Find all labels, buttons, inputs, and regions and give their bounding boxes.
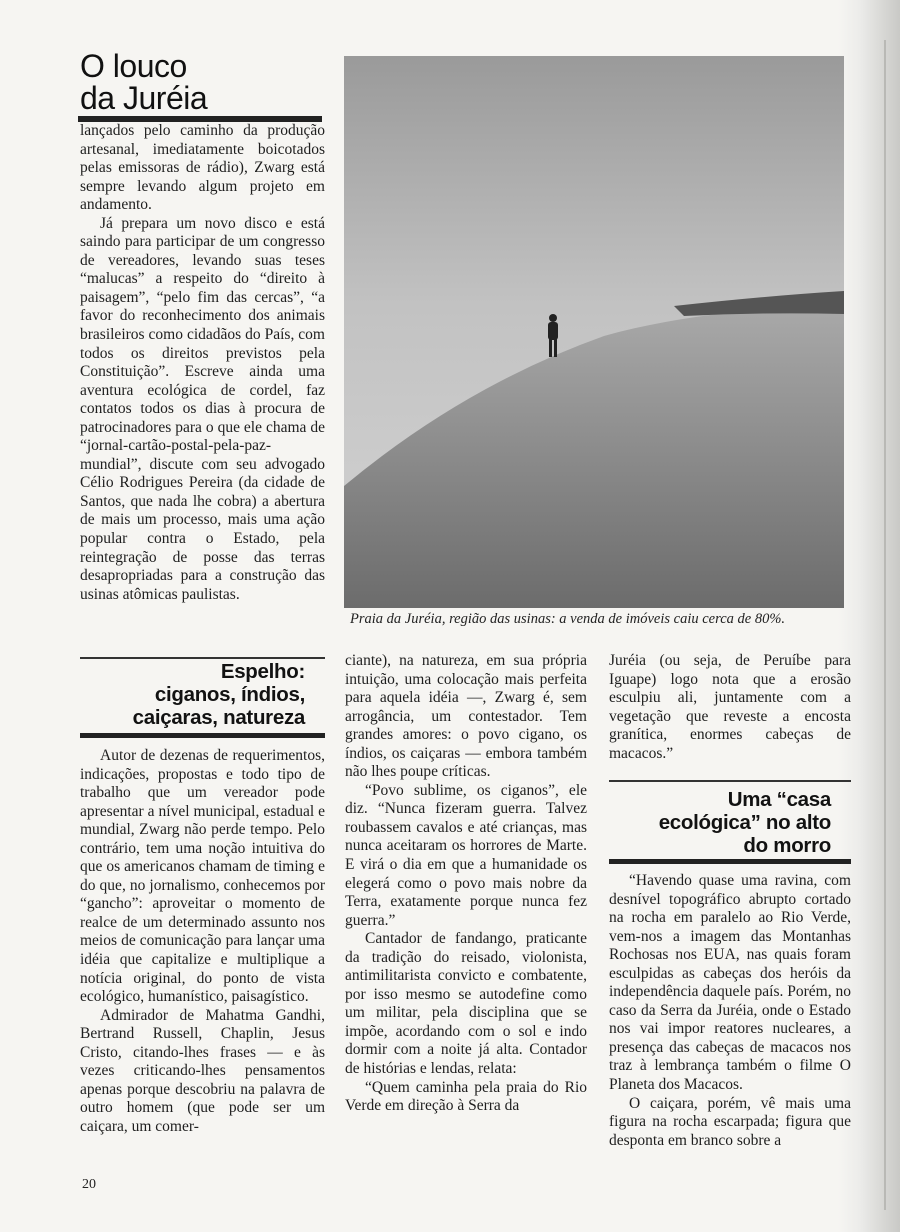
box1-heading-line-2: ciganos, índios, <box>154 683 305 706</box>
box2-heading-line-2: ecológica” no alto <box>658 811 831 834</box>
col3-paragraph-1: Juréia (ou seja, de Peruíbe para Iguape) logo nota que a erosão esculpiu ali, juntamente com a vegetação que reveste a encosta granítica, enormes cabeças de macacos.” <box>609 652 851 762</box>
column-1-upper <box>80 122 325 604</box>
box2-bottom-rule <box>609 859 851 864</box>
col3-lower-paragraph-2: O caiçara, porém, vê mais uma figura na rocha escarpada; figura que desponta em branco sobre a <box>609 1094 851 1149</box>
column-3-upper <box>609 652 851 763</box>
box1-heading <box>80 660 305 729</box>
column-3-lower <box>609 872 851 1150</box>
col2-paragraph-3: Cantador de fandango, praticante da tradição do reisado, violonista, antimilitarista convicto e combatente, por isso mesmo se autodefine como um militar, pela disciplina que se impõe, acordando com o sol e indo dormir com a noite já alta. Contador de histórias e lendas, relata: <box>345 930 587 1078</box>
box1-bottom-rule <box>80 733 325 738</box>
col1-paragraph-2: Já prepara um novo disco e está saindo para participar de um congresso de vereadores, levando suas teses “malucas” a respeito do “direito à paisagem”, “pelo fim das cercas”, “a favor do reconhecimento dos animais brasileiros como cidadãos do País, com todos os direitos previstos pela Constituição”. Escreve ainda uma aventura ecológica de cordel, faz contatos todos os dias à procura de patrocinadores para o que ele chama de “jornal-cartão-postal-pela-paz-mundial”, discute com seu advogado Célio Rodrigues Pereira (da cidade de Santos, que nada lhe cobra) a abertura de mais um processo, mais uma ação popular contra o Estado, pela reintegração de posse das terras desapropriadas para a construção das usinas atômicas paulistas. <box>80 214 325 603</box>
beach-photo-illustration <box>344 56 844 608</box>
page-number: 20 <box>82 1177 96 1192</box>
headline-line-2: da Juréia <box>80 80 208 116</box>
box1-heading-line-1: Espelho: <box>220 660 305 683</box>
column-2 <box>345 652 587 1116</box>
beach-photo <box>344 56 844 608</box>
col1-paragraph-1: lançados pelo caminho da produção artesanal, imediatamente boicotados pelas emissoras de rádio), Zwarg está sempre levando algum projeto em andamento. <box>80 122 325 214</box>
box1-top-rule <box>80 657 325 659</box>
col3-lower-paragraph-1: “Havendo quase uma ravina, com desnível topográfico abrupto cortado na rocha em paralelo ao Rio Verde, vem-nos a imagem das Montanhas Rochosas nos EUA, nas quais foram esculpidas as cabeças dos heróis da independência daquele país. Porém, no caso da Serra da Juréia, onde o Estado nos vai impor reatores nucleares, a presença das cabeças de macacos nos traz à lembrança também o filme O Planeta dos Macacos. <box>609 872 851 1094</box>
box1-heading-line-3: caiçaras, natureza <box>132 706 305 729</box>
col2-paragraph-2: “Povo sublime, os ciganos”, ele diz. “Nunca fizeram guerra. Talvez roubassem cavalos e até crianças, mas nunca aceitaram os horrores de Marte. E virá o dia em que a humanidade os elegerá como o povo mais nobre da Terra, exatamente porque nunca fez guerra.” <box>345 781 587 929</box>
col2-paragraph-4: “Quem caminha pela praia do Rio Verde em direção à Serra da <box>345 1078 587 1115</box>
col1-lower-paragraph-1: Autor de dezenas de requerimentos, indicações, propostas e todo tipo de trabalho que um vereador pode apresentar a nível municipal, estadual e mundial, Zwarg não perde tempo. Pelo contrário, tem uma noção intuitiva do que os americanos chamam de timing e do que, no jornalismo, conhecemos por “gancho”: aproveitar o momento de realce de um determinado assunto nos meios de comunicação para lançar uma idéia que capitalize e multiplique a notícia original, do ponto de vista ecológico, humanístico, paisagístico. <box>80 747 325 1006</box>
box2-heading-line-1: Uma “casa <box>727 788 831 811</box>
column-1-lower <box>80 747 325 1136</box>
box2-heading-line-3: do morro <box>743 834 831 857</box>
col2-paragraph-1: ciante), na natureza, em sua própria intuição, uma colocação mais perfeita para aquela idéia —, Zwarg é, sem arrogância, um contestador. Tem grandes amores: o povo cigano, os índios, os caiçaras — embora também não lhes poupe críticas. <box>345 652 587 781</box>
page-edge-line <box>884 40 886 1210</box>
col1-lower-paragraph-2: Admirador de Mahatma Gandhi, Bertrand Russell, Chaplin, Jesus Cristo, citando-lhes frases — e às vezes criticando-lhes pensamentos apenas porque descobriu na palavra de outro homem (que pode ser um caiçara, um comer- <box>80 1006 325 1135</box>
headline-line-1: O louco <box>80 48 187 84</box>
box2-top-rule <box>609 780 851 782</box>
article-headline <box>80 50 325 114</box>
box2-heading <box>609 788 831 857</box>
photo-caption: Praia da Juréia, região das usinas: a venda de imóveis caiu cerca de 80%. <box>350 611 786 627</box>
